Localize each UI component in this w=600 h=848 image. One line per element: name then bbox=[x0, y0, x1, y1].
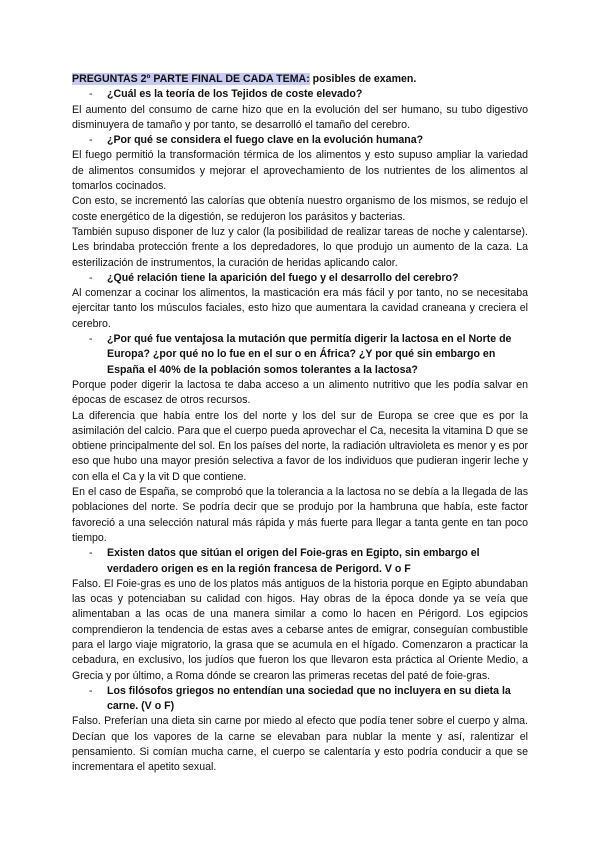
question-1: - ¿Cuál es la teoría de los Tejidos de coste elevado? bbox=[89, 88, 363, 101]
answer-4-paragraph-3: En el caso de España, se comprobó que la tolerancia a la lactosa no se debía a la llegada de las poblaciones del norte. Se podría decir que se produjo por la hambruna que había, este factor favoreció a una selección natural más rápida y más fuerte para llegar a tanta gente en tan poco tiempo. bbox=[72, 486, 528, 544]
title-highlight: PREGUNTAS 2º PARTE FINAL DE CADA TEMA: bbox=[72, 73, 310, 85]
answer-2-paragraph-1: El fuego permitió la transformación térmica de los alimentos y esto supuso ampliar la variedad de alimentos consumidos y mejorar el aprovechamiento de los nutrientes de los alimentos al tomarlos cocinados. bbox=[72, 149, 528, 193]
answer-1-paragraph-1: El aumento del consumo de carne hizo que en la evolución del ser humano, su tubo digestivo disminuyera de tamaño y por tanto, se desarrolló el tamaño del cerebro. bbox=[72, 103, 528, 131]
document-title bbox=[72, 72, 528, 87]
document-page bbox=[72, 72, 528, 776]
question-2: - ¿Por qué se considera el fuego clave en la evolución humana? bbox=[89, 134, 424, 147]
title-suffix: posibles de examen. bbox=[309, 73, 417, 85]
answer-4-paragraph-1: Porque poder digerir la lactosa te daba acceso a un alimento nutritivo que les podía salvar en épocas de escasez de otros recursos. bbox=[72, 378, 528, 407]
answer-3-paragraph-1: Al comenzar a cocinar los alimentos, la masticación era más fácil y por tanto, no se necesitaba ejercitar tanto los músculos faciales, esto hizo que aumentara la cavidad craneana y creciera el cerebro. bbox=[72, 287, 528, 330]
question-4: - ¿Por qué fue ventajosa la mutación que permitía digerir la lactosa en el Norte de Europa? ¿por qué no lo fue en el sur o en África? ¿Y por qué sin embargo en España el 40% de la población somos tolerantes a la lactosa? bbox=[89, 333, 512, 376]
question-5: - Existen datos que sitúan el origen del Foie-gras en Egipto, sin embargo el verdadero origen es en la región francesa de Perigord. V o F bbox=[89, 547, 480, 575]
answer-5-paragraph-1: Falso. El Foie-gras es uno de los platos más antiguos de la historia porque en Egipto abundaban las ocas y potenciaban su calidad con higos. Hay obras de la época donde ya se veía que alimentaban a las ocas de una manera similar a como lo hacen en Périgord. Los egipcios comprendieron la tendencia de estas aves a cebarse antes de emigrar, conseguían combustible para el largo viaje migratorio, la grasa que se acumula en el hígado. Comenzaron a practicar la cebadura, en exclusivo, los judíos que fueron los que llevaron esta práctica al Oriente Medio, a Grecia y por último, a Roma dónde se crearon las primeras recetas del paté de foie-gras. bbox=[72, 577, 528, 682]
answer-2-paragraph-3: También supuso disponer de luz y calor (la posibilidad de realizar tareas de noche y calentarse). Les brindaba protección frente a los depredadores, lo que produjo un aumento de la caza. La esterilización de instrumentos, la curación de heridas aplicando calor. bbox=[72, 225, 528, 269]
question-6: - Los filósofos griegos no entendían una sociedad que no incluyera en su dieta la carne. (V o F) bbox=[89, 684, 511, 713]
answer-6-paragraph-1: Falso. Preferían una dieta sin carne por miedo al efecto que podía tener sobre el cuerpo y alma. Decían que los vapores de la carne se elevaban para nublar la mente y así, ralentizar el pensamiento. Si comían mucha carne, el cuerpo se calentaría y esto podría conducir a que se incrementara el apetito sexual. bbox=[72, 715, 528, 774]
answer-4-paragraph-2: La diferencia que había entre los del norte y los del sur de Europa se cree que es por la asimilación del calcio. Para que el cuerpo pueda aprovechar el Ca, necesita la vitamina D que se obtiene principalmente del sol. En los países del norte, la radiación ultravioleta es menor y es por eso que hubo una mayor presión selectiva a favor de los individuos que pudieran ingerir leche y con ella el Ca y la vit D que contiene. bbox=[72, 409, 528, 483]
question-3: - ¿Qué relación tiene la aparición del fuego y el desarrollo del cerebro? bbox=[89, 271, 459, 284]
answer-2-paragraph-2: Con esto, se incrementó las calorías que obtenía nuestro organismo de los mismos, se redujo el coste energético de la digestión, se redujeron los parásitos y bacterias. bbox=[72, 195, 528, 223]
